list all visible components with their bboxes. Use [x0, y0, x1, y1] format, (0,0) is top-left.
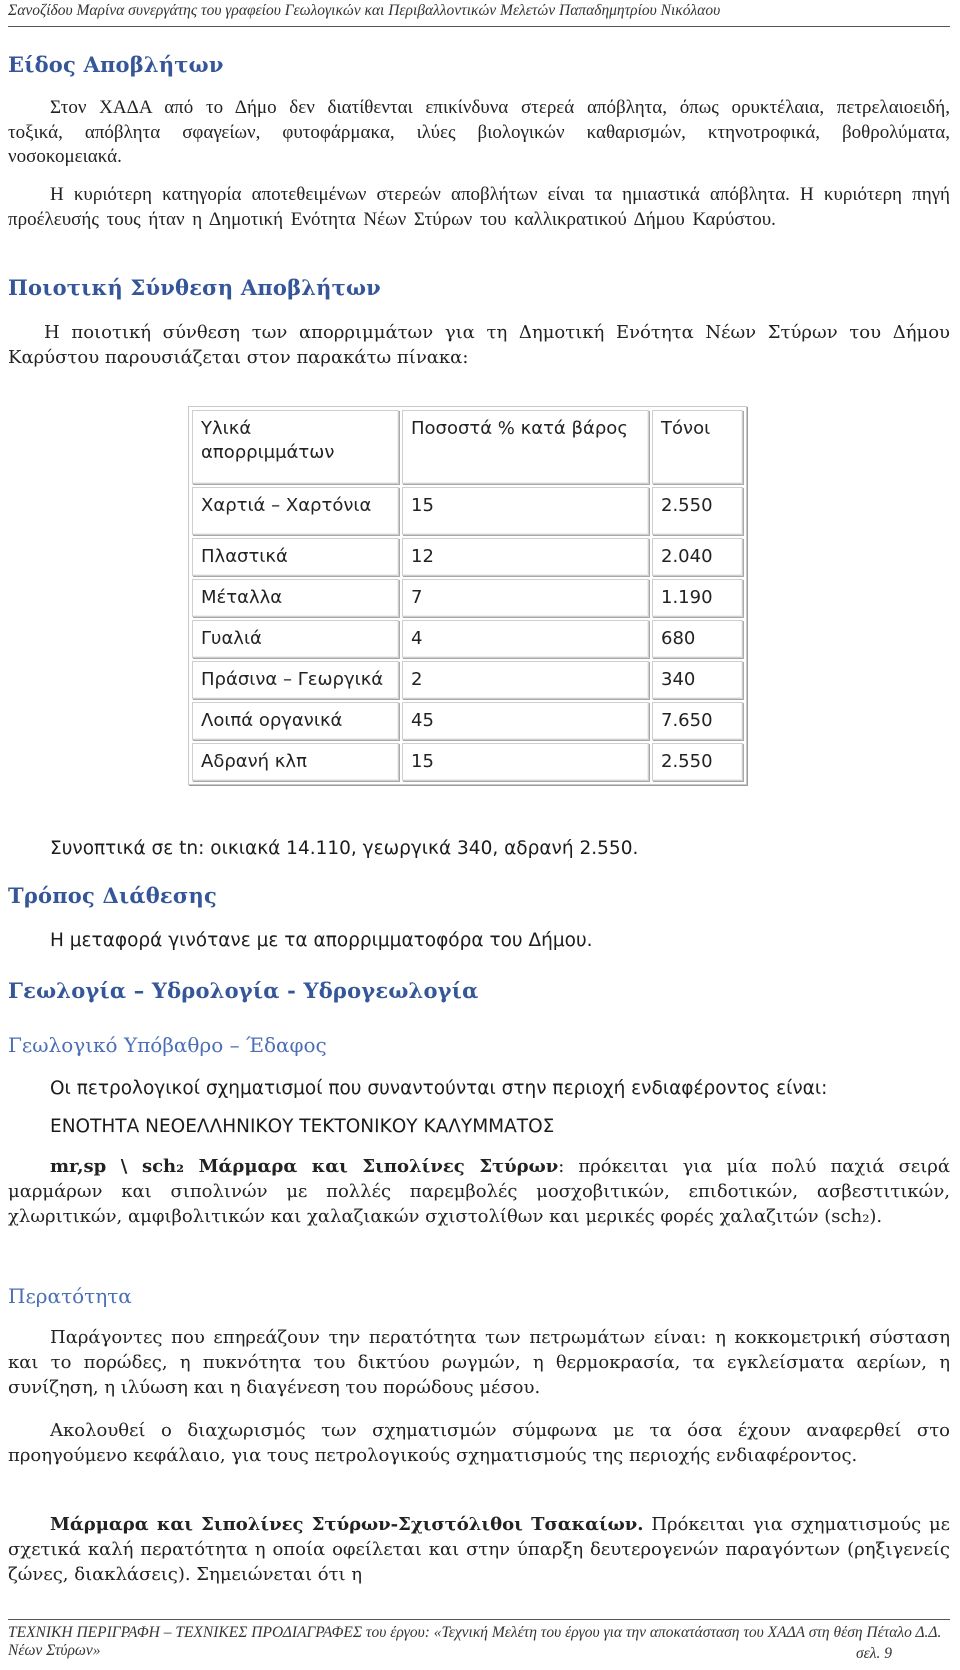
formation-name: Μάρμαρα και Σιπολίνες Στύρων-Σχιστόλιθοι Τσακαίων.	[50, 1514, 644, 1535]
table-row	[192, 579, 743, 617]
table-row	[192, 620, 743, 658]
subheading-geological-substrate: Γεωλογικό Υπόβαθρο – Έδαφος	[8, 1033, 327, 1057]
geology-paragraph-3	[8, 1154, 950, 1229]
paragraph-composition-intro: Η ποιοτική σύνθεση των απορριμμάτων για τη Δημοτική Ενότητα Νέων Στύρων του Δήμου Καρύστου παρουσιάζεται στον παρακάτω πίνακα:	[8, 322, 950, 368]
composition-summary: Συνοπτικά σε tn: οικιακά 14.110, γεωργικά 340, αδρανή 2.550.	[50, 838, 639, 859]
waste-composition-table	[188, 406, 747, 785]
table-cell: 4	[402, 620, 649, 658]
table-row	[192, 487, 743, 535]
table-cell: Χαρτιά – Χαρτόνια	[192, 487, 399, 535]
permeability-paragraph-3	[8, 1512, 950, 1587]
table-cell: 45	[402, 702, 649, 740]
table-cell: Γυαλιά	[192, 620, 399, 658]
table-cell: 15	[402, 487, 649, 535]
table-cell: 7	[402, 579, 649, 617]
heading-disposal: Τρόπος Διάθεσης	[8, 883, 218, 908]
heading-composition: Ποιοτική Σύνθεση Αποβλήτων	[8, 275, 381, 300]
table-cell: 680	[652, 620, 743, 658]
table-cell: 2	[402, 661, 649, 699]
page-number: σελ. 9	[856, 1645, 892, 1662]
table-cell: 2.550	[652, 743, 743, 781]
paragraph-waste-type-2: Η κυριότερη κατηγορία αποτεθειμένων στερεών αποβλήτων είναι τα ημιαστικά απόβλητα. Η κυριότερη πηγή προέλευσής τους ήταν η Δημοτική Ενότητα Νέων Στύρων του καλλικρατικού Δήμου Καρύστου.	[8, 184, 950, 230]
heading-waste-type: Είδος Αποβλήτων	[8, 52, 224, 77]
table-cell: 2.550	[652, 487, 743, 535]
table-cell: 1.190	[652, 579, 743, 617]
permeability-paragraph-2: Ακολουθεί ο διαχωρισμός των σχηματισμών σύμφωνα με τα όσα έχουν αναφερθεί στο προηγούμενο κεφάλαιο, για τους πετρολογικούς σχηματισμούς της περιοχής ενδιαφέροντος.	[8, 1420, 950, 1466]
table-header-cell: Ποσοστά % κατά βάρος	[402, 410, 649, 484]
table-header-row	[192, 410, 743, 484]
formation-description: Πρόκειται για σχηματισμούς με σχετικά καλή περατότητα η οποία οφείλεται και στην ύπαρξη δευτερογενών παραγόντων (ρηξιγενείς ζώνες, διακλάσεις). Σημειώνεται ότι η	[8, 1514, 950, 1585]
page-footer	[8, 1619, 950, 1660]
table-cell: 2.040	[652, 538, 743, 576]
table-cell: Πράσινα – Γεωργικά	[192, 661, 399, 699]
disposal-text: Η μεταφορά γινότανε με τα απορριμματοφόρα του Δήμου.	[50, 930, 593, 951]
table-cell: 15	[402, 743, 649, 781]
geology-paragraph-1: Οι πετρολογικοί σχηματισμοί που συναντούνται στην περιοχή ενδιαφέροντος είναι:	[50, 1078, 828, 1099]
table-row	[192, 661, 743, 699]
paragraph-waste-type-1: Στον ΧΑΔΑ από το Δήμο δεν διατίθενται επικίνδυνα στερεά απόβλητα, όπως ορυκτέλαια, πετρελαιοειδή, τοξικά, απόβλητα σφαγείων, φυτοφάρμακα, ιλύες βιολογικών καθαρισμών, κτηνοτροφικά, βοθρολύματα, νοσοκομειακά.	[8, 97, 950, 167]
table-cell: 7.650	[652, 702, 743, 740]
table-cell: 12	[402, 538, 649, 576]
table-row	[192, 702, 743, 740]
table-row	[192, 743, 743, 781]
table-cell: Πλαστικά	[192, 538, 399, 576]
formation-name: mr,sp \ sch₂ Μάρμαρα και Σιπολίνες Στύρων	[50, 1156, 559, 1177]
subheading-permeability: Περατότητα	[8, 1284, 132, 1308]
running-header: Σανοζίδου Μαρίνα συνεργάτης του γραφείου Γεωλογικών και Περιβαλλοντικών Μελετών Παπαδημητρίου Νικόλαου	[8, 0, 950, 27]
table-header-cell: Υλικά απορριμμάτων	[192, 410, 399, 484]
geology-paragraph-2: ΕΝΟΤΗΤΑ ΝΕΟΕΛΛΗΝΙΚΟΥ ΤΕΚΤΟΝΙΚΟΥ ΚΑΛΥΜΜΑΤΟΣ	[50, 1116, 555, 1137]
table-cell: Μέταλλα	[192, 579, 399, 617]
table-cell: 340	[652, 661, 743, 699]
footer-text: ΤΕΧΝΙΚΗ ΠΕΡΙΓΡΑΦΗ – ΤΕΧΝΙΚΕΣ ΠΡΟΔΙΑΓΡΑΦΕΣ του έργου: «Τεχνική Μελέτη του έργου για την αποκατάσταση του ΧΑΔΑ στη θέση Πέταλο Δ.Δ. Νέων Στύρων»	[8, 1624, 942, 1659]
table-header-cell: Τόνοι	[652, 410, 743, 484]
document-page	[8, 0, 950, 1670]
table-cell: Λοιπά οργανικά	[192, 702, 399, 740]
formation-description: : πρόκειται για μία πολύ παχιά σειρά μαρμάρων και σιπολινών με πολλές παρεμβολές μοσχοβιτικών, επιδοτικών, ασβεστιτικών, χλωριτικών, αμφιβολιτικών και χαλαζιακών σχιστολίθων και μερικές φορές χαλαζιτών (sch₂).	[8, 1156, 951, 1227]
table-cell: Αδρανή κλπ	[192, 743, 399, 781]
permeability-paragraph-1: Παράγοντες που επηρεάζουν την περατότητα των πετρωμάτων είναι: η κοκκομετρική σύσταση και το πορώδες, η πυκνότητα του δικτύου ρωγμών, η θερμοκρασία, τα εγκλείσματα αερίων, η συνίζηση, η ιλύωση και η διαγένεση του πορώδους μέσου.	[8, 1327, 950, 1398]
table-row	[192, 538, 743, 576]
heading-geology: Γεωλογία – Υδρολογία - Υδρογεωλογία	[8, 978, 479, 1003]
